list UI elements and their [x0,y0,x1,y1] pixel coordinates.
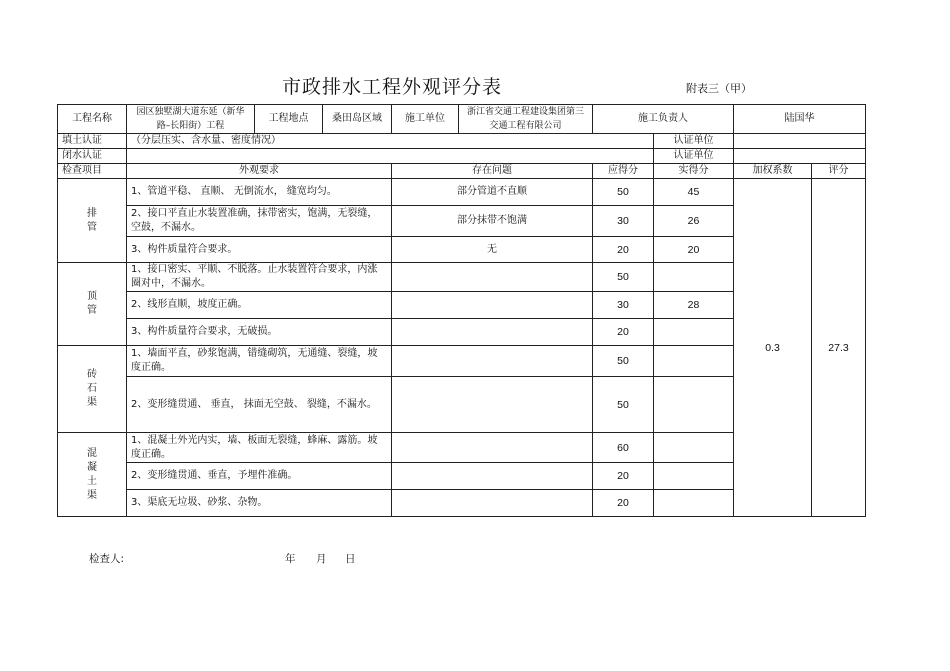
table-row [58,179,866,206]
project-name-label: 工程名称 [58,105,127,134]
date-month: 月 [316,553,327,565]
issue-cell [392,346,593,377]
closed-cert-label: 闭水认证 [58,149,127,164]
expected-cell: 20 [593,237,654,263]
requirement-cell: 3、渠底无垃圾、砂浆、杂物。 [127,490,392,517]
col-issue: 存在问题 [392,164,593,179]
fill-cert-note: （分层压实、含水量、密度情况） [127,134,654,149]
manager-value: 陆国华 [734,105,866,134]
group-label-char: 管 [87,221,97,233]
group-label [58,179,127,263]
actual-cell [654,463,734,490]
score-table [57,104,866,517]
actual-cell: 26 [654,206,734,237]
issue-cell: 部分管道不直顺 [392,179,593,206]
column-header-row [58,164,866,179]
expected-cell: 30 [593,206,654,237]
group-label [58,346,127,433]
expected-cell: 50 [593,179,654,206]
closed-cert-row [58,149,866,164]
group-label-char: 管 [87,305,97,316]
requirement-cell: 2、变形缝贯通、垂直，予埋件准确。 [127,463,392,490]
contractor-label: 施工单位 [392,105,459,134]
appendix-label: 附表三（甲） [686,82,752,95]
issue-cell [392,433,593,463]
issue-cell [392,263,593,292]
inspector-label: 检查人: [89,553,125,565]
group-label-char: 渠 [87,397,97,408]
location-label: 工程地点 [255,105,323,134]
issue-cell [392,377,593,433]
fill-cert-unit-value [734,134,866,149]
requirement-cell: 2、线形直顺，坡度正确。 [127,292,392,319]
col-expected: 应得分 [593,164,654,179]
issue-cell [392,463,593,490]
actual-cell [654,433,734,463]
group-label [58,263,127,346]
location-value: 桑田岛区域 [323,105,392,134]
col-requirement: 外观要求 [127,164,392,179]
group-label-char: 排 [87,207,97,219]
actual-cell [654,263,734,292]
fill-cert-label: 填土认证 [58,134,127,149]
actual-cell: 28 [654,292,734,319]
requirement-cell: 2、接口平直止水装置准确，抹带密实，饱满，无裂缝，空鼓，不漏水。 [127,206,392,237]
fill-cert-row [58,134,866,149]
issue-cell: 部分抹带不饱满 [392,206,593,237]
expected-cell: 60 [593,433,654,463]
date-year: 年 [285,553,296,565]
issue-cell [392,490,593,517]
weight-cell: 0.3 [734,179,812,517]
group-label-char: 顶 [87,291,97,302]
expected-cell: 20 [593,463,654,490]
score-cell: 27.3 [812,179,866,517]
actual-cell [654,346,734,377]
expected-cell: 30 [593,292,654,319]
actual-cell [654,377,734,433]
actual-cell [654,319,734,346]
col-item: 检查项目 [58,164,127,179]
closed-cert-note [127,149,654,164]
project-name-value: 园区独墅湖大道东延（新华路–长阳街）工程 [127,105,255,134]
fill-cert-unit-label: 认证单位 [654,134,734,149]
group-label-char: 渠 [87,489,97,501]
requirement-cell: 2、变形缝贯通、 垂直， 抹面无空鼓、 裂缝，不漏水。 [127,377,392,433]
expected-cell: 50 [593,346,654,377]
issue-cell [392,319,593,346]
actual-cell: 20 [654,237,734,263]
requirement-cell: 1、墙面平直，砂浆饱满，错缝砌筑，无通缝、裂缝，坡度正确。 [127,346,392,377]
col-actual: 实得分 [654,164,734,179]
group-label-char: 土 [87,475,97,487]
info-row [58,105,866,134]
date-day: 日 [345,553,356,565]
closed-cert-unit-label: 认证单位 [654,149,734,164]
requirement-cell: 3、构件质量符合要求，无破损。 [127,319,392,346]
col-score: 评分 [812,164,866,179]
contractor-value: 浙江省交通工程建设集团第三交通工程有限公司 [459,105,593,134]
requirement-cell: 1、接口密实、平顺、不脱落。止水装置符合要求，内涨圈对中，不漏水。 [127,263,392,292]
closed-cert-unit-value [734,149,866,164]
expected-cell: 20 [593,319,654,346]
col-weight: 加权系数 [734,164,812,179]
group-label-char: 石 [87,383,97,394]
expected-cell: 50 [593,263,654,292]
group-label [58,433,127,517]
group-label-char: 凝 [87,461,97,473]
group-label-char: 混 [87,447,97,459]
page-title: 市政排水工程外观评分表 [282,76,503,98]
requirement-cell: 1、混凝土外光内实，墙、板面无裂缝，蜂麻、露筋。坡度正确。 [127,433,392,463]
requirement-cell: 1、管道平稳、 直顺、 无倒流水， 缝宽均匀。 [127,179,392,206]
actual-cell: 45 [654,179,734,206]
expected-cell: 50 [593,377,654,433]
issue-cell [392,292,593,319]
issue-cell: 无 [392,237,593,263]
actual-cell [654,490,734,517]
manager-label: 施工负责人 [593,105,734,134]
expected-cell: 20 [593,490,654,517]
group-label-char: 砖 [87,369,97,380]
requirement-cell: 3、构件质量符合要求。 [127,237,392,263]
